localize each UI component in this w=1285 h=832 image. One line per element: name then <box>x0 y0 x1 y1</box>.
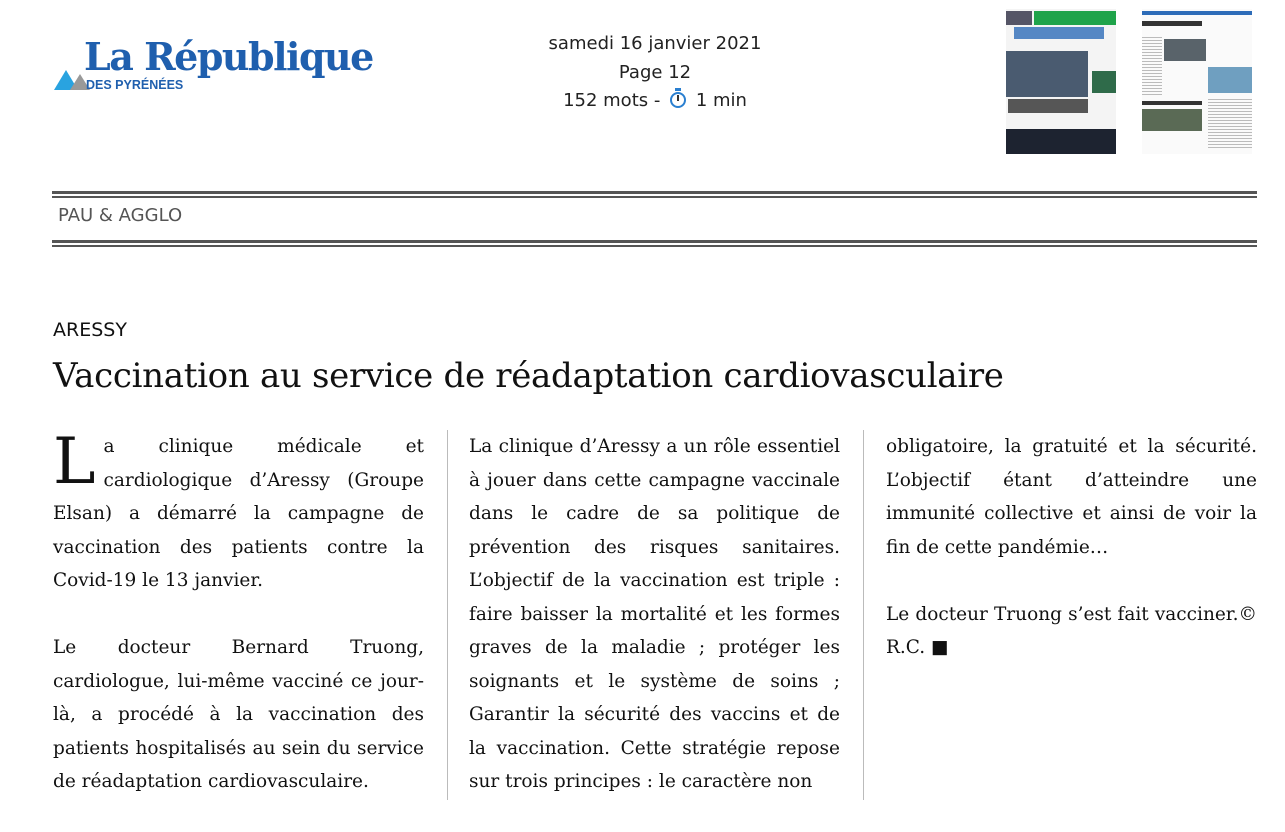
article-column-1 <box>53 425 424 832</box>
article-column-2 <box>469 430 840 832</box>
paragraph: Le docteur Truong s’est fait vacciner.© R.C. ■ <box>886 603 1257 658</box>
word-count: 152 mots - <box>563 90 661 111</box>
divider <box>52 191 1257 194</box>
column-divider <box>447 430 448 800</box>
divider <box>52 240 1257 243</box>
front-page-thumbnail[interactable] <box>1006 9 1116 154</box>
stopwatch-icon <box>670 92 686 108</box>
divider <box>52 245 1257 247</box>
article-column-3 <box>886 430 1257 698</box>
publication-date: samedi 16 janvier 2021 <box>548 33 762 54</box>
section-label: PAU & AGGLO <box>58 205 183 226</box>
article-title: Vaccination au service de réadaptation cardiovasculaire <box>53 356 1004 396</box>
reading-info <box>500 87 810 116</box>
newspaper-logo <box>52 34 382 96</box>
paragraph: Le docteur Bernard Truong, cardiologue, lui-même vacciné ce jour-là, a procédé à la vaccination des patients hospitalisés au sein du service de réadaptation cardiovasculaire. <box>53 637 424 792</box>
reading-time: 1 min <box>695 90 747 111</box>
column-divider <box>863 430 864 800</box>
drop-cap: L <box>53 425 96 499</box>
article-page-thumbnail[interactable] <box>1142 9 1252 154</box>
paragraph: La clinique d’Aressy a un rôle essentiel à jouer dans cette campagne vaccinale dans le cadre de sa politique de prévention des risques sanitaires. L’objectif de la vaccination est triple : faire baisser la mortalité et les formes graves de la maladie ; protéger les soignants et le système de soins ; Garantir la sécurité des vaccins et de la vaccination. Cette stratégie repose sur trois principes : le caractère non <box>469 436 840 792</box>
logo-subtitle: DES PYRÉNÉES <box>86 78 184 92</box>
paragraph: obligatoire, la gratuité et la sécurité. L’objectif étant d’atteindre une immunité collective et ainsi de voir la fin de cette pandémie… <box>886 436 1257 558</box>
paragraph: a clinique médicale et cardiologique d’Aressy (Groupe Elsan) a démarré la campagne de vaccination des patients contre la Covid-19 le 13 janvier. <box>53 436 424 591</box>
article-meta <box>500 30 810 116</box>
logo-name: La République <box>84 34 373 79</box>
divider <box>52 196 1257 198</box>
page-number: Page 12 <box>618 61 692 83</box>
article-kicker: ARESSY <box>53 319 127 341</box>
